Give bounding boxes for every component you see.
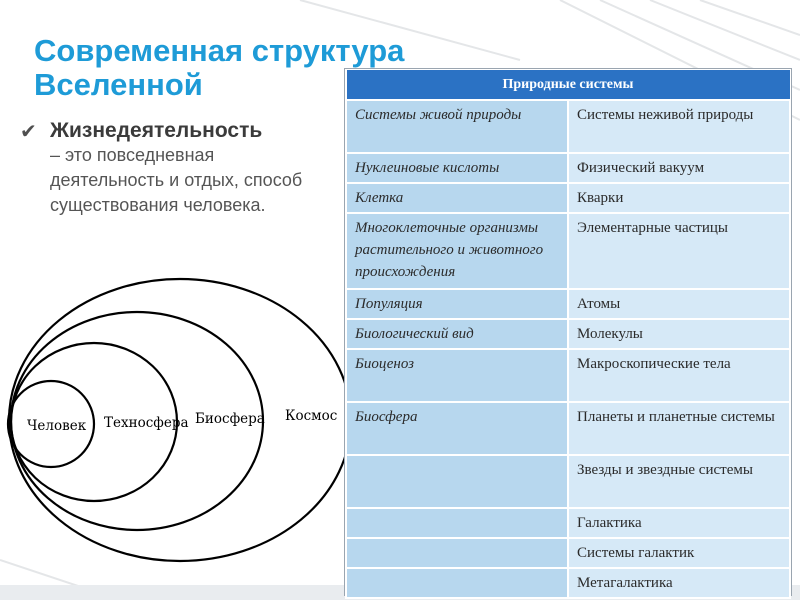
cell-nonliving: Макроскопические тела bbox=[568, 349, 790, 402]
table-row bbox=[346, 153, 790, 183]
cell-nonliving: Планеты и планетные системы bbox=[568, 402, 790, 455]
table-row bbox=[346, 568, 790, 598]
cell-living: Многоклеточные организмы растительного и животного происхождения bbox=[346, 213, 568, 289]
nested-circles-diagram bbox=[0, 270, 360, 580]
cell-nonliving: Атомы bbox=[568, 289, 790, 319]
definition-term: Жизнедеятельность bbox=[50, 119, 263, 142]
cell-nonliving: Кварки bbox=[568, 183, 790, 213]
cell-living bbox=[346, 538, 568, 568]
table-row bbox=[346, 349, 790, 402]
cell-nonliving: Молекулы bbox=[568, 319, 790, 349]
table-row bbox=[346, 455, 790, 508]
label-chelovek: Человек bbox=[27, 418, 87, 434]
definition-bullet bbox=[20, 118, 330, 218]
table-row bbox=[346, 538, 790, 568]
table-row bbox=[346, 183, 790, 213]
cell-living: Популяция bbox=[346, 289, 568, 319]
cell-nonliving: Системы неживой природы bbox=[568, 100, 790, 153]
table-header: Природные системы bbox=[346, 70, 790, 101]
table-row bbox=[346, 213, 790, 289]
table-row bbox=[346, 289, 790, 319]
cell-living: Биосфера bbox=[346, 402, 568, 455]
table-row bbox=[346, 402, 790, 455]
cell-nonliving: Галактика bbox=[568, 508, 790, 538]
label-tehnosfera: Техносфера bbox=[104, 415, 189, 431]
table-row bbox=[346, 319, 790, 349]
cell-living bbox=[346, 568, 568, 598]
natural-systems-table bbox=[344, 68, 792, 596]
table-row bbox=[346, 100, 790, 153]
cell-living: Биологический вид bbox=[346, 319, 568, 349]
cell-nonliving: Системы галактик bbox=[568, 538, 790, 568]
cell-nonliving: Звезды и звездные системы bbox=[568, 455, 790, 508]
cell-nonliving: Физический вакуум bbox=[568, 153, 790, 183]
checkmark-icon: ✔ bbox=[20, 121, 37, 143]
table-row bbox=[346, 508, 790, 538]
cell-living: Системы живой природы bbox=[346, 100, 568, 153]
label-biosfera: Биосфера bbox=[195, 411, 265, 427]
cell-living: Биоценоз bbox=[346, 349, 568, 402]
page-title: Современная структура Вселенной bbox=[34, 33, 405, 102]
label-kosmos: Космос bbox=[285, 408, 338, 424]
cell-nonliving: Элементарные частицы bbox=[568, 213, 790, 289]
cell-living bbox=[346, 508, 568, 538]
definition-text: – это повседневная деятельность и отдых, способ существования человека. bbox=[50, 145, 303, 215]
cell-living: Клетка bbox=[346, 183, 568, 213]
cell-living: Нуклеиновые кислоты bbox=[346, 153, 568, 183]
cell-living bbox=[346, 455, 568, 508]
cell-nonliving: Метагалактика bbox=[568, 568, 790, 598]
